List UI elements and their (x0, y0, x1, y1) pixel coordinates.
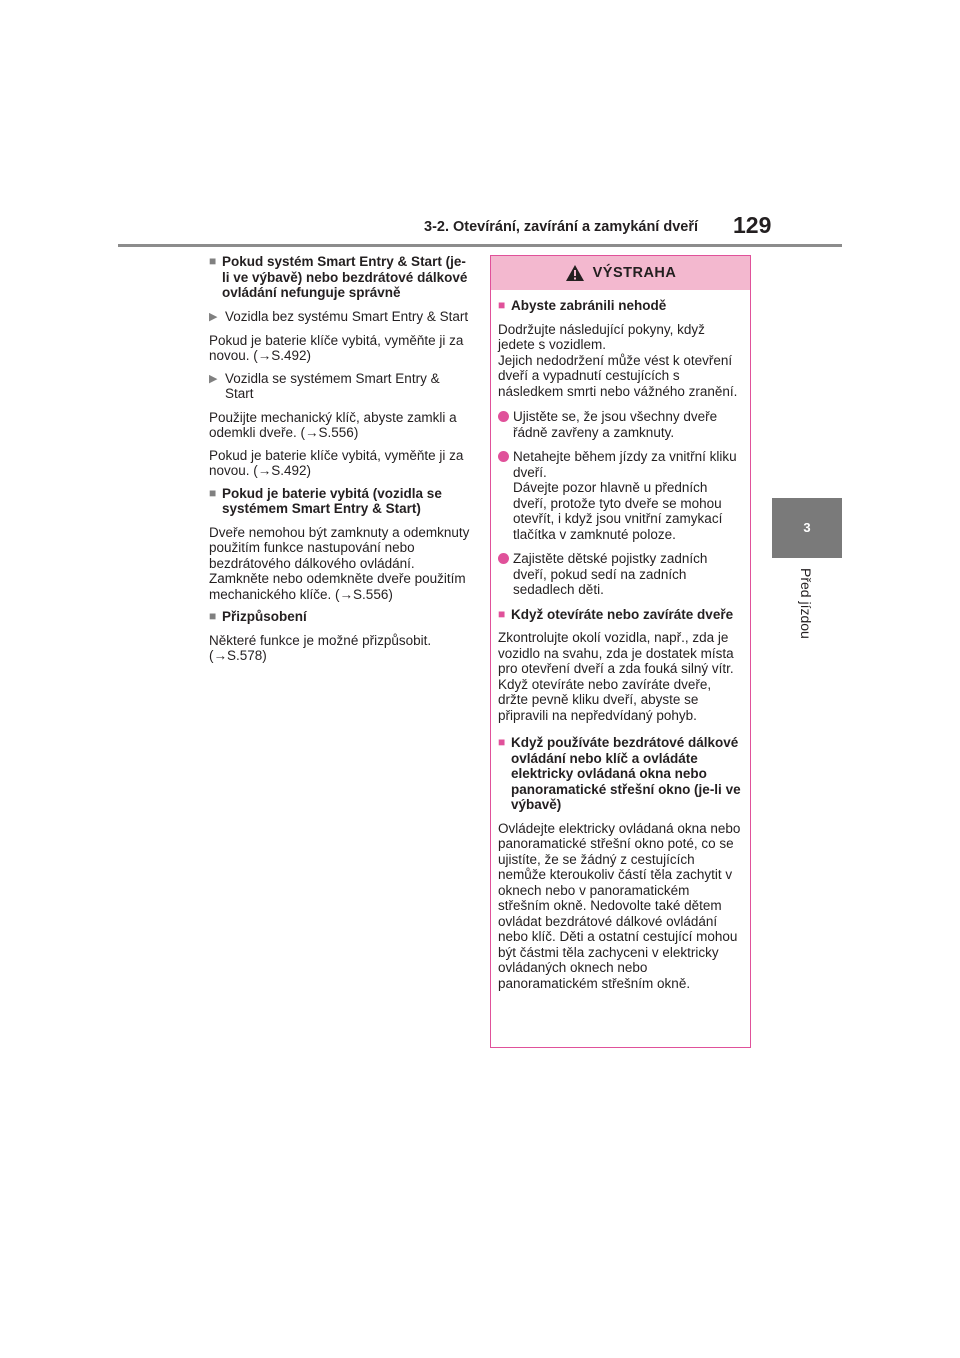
subheading (209, 371, 471, 402)
paragraph: Jejich nedodržení může vést k otevření dveří a vypadnutí cestujících s následkem smrti nebo vážného zranění. (498, 352, 738, 399)
chapter-number: 3 (803, 520, 811, 535)
paragraph: Použijte mechanický klíč, abyste zamkli a odemkli dveře. (→S.556) (209, 409, 457, 440)
bullet-item (498, 449, 741, 542)
section-title: 3-2. Otevírání, zavírání a zamykání dveří (424, 219, 699, 235)
warning-body (491, 290, 750, 991)
bullet-text-line: Dávejte pozor hlavně u předních dveří, protože tyto dveře se mohou otevřít, i když jsou vnitřní zamykací tlačítka v zamknuté poloze. (513, 480, 723, 542)
heading-text: Když otevíráte nebo zavíráte dveře (511, 606, 734, 622)
arrow-right-icon: ▶ (209, 372, 218, 385)
page-number: 129 (733, 212, 772, 238)
chapter-label: Před jízdou (798, 568, 814, 639)
heading-text: Když používáte bezdrátové dálkové ovládání nebo klíč a ovládáte elektricky ovládaná okna nebo panoramatické střešní okno (je-li ve výbavě) (511, 735, 741, 812)
bullet-dot-icon (498, 411, 509, 422)
bullet-item (498, 551, 741, 598)
heading-text: Pokud systém Smart Entry & Start (je-li ve výbavě) nebo bezdrátové dálkové ovládání nefunguje správně (222, 254, 468, 300)
bullet-text: Zajistěte dětské pojistky zadních dveří, pokud sedí na zadních sedadlech děti. (513, 551, 708, 597)
subheading-text: Vozidla bez systému Smart Entry & Start (225, 308, 469, 324)
section-heading (209, 486, 471, 517)
warning-title: VÝSTRAHA (592, 265, 677, 281)
header-rule (118, 244, 842, 247)
bullet-text-line: Netahejte během jízdy za vnitřní kliku dveří. (513, 449, 737, 480)
heading-text: Abyste zabránili nehodě (511, 298, 667, 313)
paragraph: Ovládejte elektricky ovládaná okna nebo panoramatické střešní okno poté, co se ujistíte, že se žádný z cestujících nemůže kteroukoliv částí těla zachytit v oknech nebo v panoramatickém střešním okně. Nedovolte také dětem ovládat bezdrátové dálkové ovládání nebo klíč. Děti a ostatní cestující mohou být částmi těla zachyceni v elektricky ovládaných oknech nebo panoramatickém střešním okně. (498, 820, 741, 991)
heading-text: Přizpůsobení (222, 609, 307, 624)
paragraph: Některé funkce je možné přizpůsobit. (→S.578) (209, 632, 432, 663)
warning-heading (498, 607, 741, 623)
warning-triangle-icon (565, 264, 585, 282)
chapter-tab (772, 498, 842, 558)
square-bullet-icon: ■ (498, 735, 506, 749)
heading-text: Pokud je baterie vybitá (vozidla se systémem Smart Entry & Start) (222, 485, 442, 516)
left-column (209, 254, 471, 671)
section-heading (209, 609, 471, 625)
paragraph: Pokud je baterie klíče vybitá, vyměňte ji za novou. (→S.492) (209, 332, 464, 363)
warning-header (491, 256, 750, 290)
paragraph: Dodržujte následující pokyny, když jedete s vozidlem. (498, 321, 705, 352)
square-bullet-icon: ■ (209, 609, 217, 623)
warning-heading (498, 298, 741, 314)
bullet-text (513, 449, 741, 542)
subheading-text: Vozidla se systémem Smart Entry & Start (225, 370, 440, 401)
square-bullet-icon: ■ (498, 606, 506, 621)
paragraph: Dveře nemohou být zamknuty a odemknuty použitím funkce nastupování nebo bezdrátového dálkového ovládání. Zamkněte nebo odemkněte dveře použitím mechanického klíče. (→S.556) (209, 524, 470, 602)
bullet-dot-icon (498, 451, 509, 462)
paragraph: Zkontrolujte okolí vozidla, např., zda je vozidlo na svahu, zda je dostatek místa pro otevření dveří a zda fouká silný vítr. Když otevíráte nebo zavíráte dveře, držte pevně kliku dveří, abyste se připravili na nepředvídaný pohyb. (498, 630, 734, 723)
bullet-text: Ujistěte se, že jsou všechny dveře řádně zavřeny a zamknuty. (513, 409, 718, 440)
square-bullet-icon: ■ (498, 298, 506, 312)
section-heading (209, 254, 471, 301)
warning-heading (498, 735, 741, 813)
warning-box (490, 255, 751, 1048)
square-bullet-icon: ■ (209, 254, 217, 268)
bullet-item (498, 409, 741, 440)
paragraph: Pokud je baterie klíče vybitá, vyměňte ji za novou. (→S.492) (209, 447, 464, 478)
square-bullet-icon: ■ (209, 485, 217, 500)
arrow-right-icon: ▶ (209, 310, 218, 323)
bullet-dot-icon (498, 553, 509, 564)
subheading (209, 309, 471, 325)
